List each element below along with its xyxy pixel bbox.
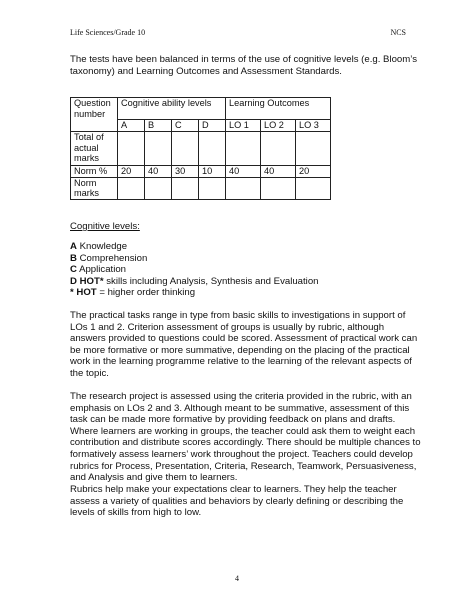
list-item [70, 241, 422, 253]
table-cell [172, 132, 199, 166]
question-number-header: Question number [71, 98, 118, 132]
list-item [70, 276, 422, 288]
intro-paragraph: The tests have been balanced in terms of the use of cognitive levels (e.g. Bloom’s taxonomy) and Learning Outcomes and Assessment Standards. [70, 54, 417, 77]
level-text: = higher order thinking [96, 287, 196, 299]
table-cell [226, 132, 261, 166]
subheader-lo2: LO 2 [261, 120, 296, 132]
practical-tasks-paragraph: The practical tasks range in type from basic skills to investigations in support of LOs 1 and 2. Criterion assessment of groups is usually by rubric, although answers provided to questions could be scored. Assessment of practical work can be more formative or more summative, depending on the placing of the practical work in the learning programme relative to the learning of the relevant aspects of the topic. [70, 310, 418, 379]
table-cell [118, 177, 145, 199]
table-cell [261, 177, 296, 199]
level-key: A [70, 241, 77, 252]
list-item [70, 253, 422, 265]
table-cell [296, 132, 331, 166]
cognitive-levels-heading: Cognitive levels: [70, 221, 140, 232]
level-key: D HOT* [70, 275, 104, 287]
table-row [71, 132, 331, 166]
table-cell [118, 132, 145, 166]
level-key: * HOT [70, 287, 97, 299]
header-curriculum: NCS [390, 28, 406, 37]
research-project-paragraph: The research project is assessed using the criteria provided in the rubric, with an emphasis on LOs 2 and 3. Although meant to be summative, assessment of this task can be made more formative by providing feedback on plans and drafts. Where learners are working in groups, the teacher could ask them to weight each contribution and distribute scores accordingly. There should be multiple chances to formatively assess learners’ work throughout the project. Teachers could develop rubrics for Process, Presentation, Criteria, Research, Teamwork, Persuasiveness, and Analysis and give them to learners. [70, 391, 421, 484]
norm-percent-label: Norm % [71, 166, 118, 178]
level-text: Application [76, 264, 127, 276]
list-item [70, 287, 422, 299]
total-marks-label: Total of actual marks [71, 132, 118, 166]
cognitive-levels-list [70, 241, 422, 299]
header-subject: Life Sciences/Grade 10 [70, 28, 146, 37]
rubrics-paragraph: Rubrics help make your expectations clear to learners. They help the teacher assess a variety of qualities and behaviors by clearly defining or describing the levels of skills from high to low. [70, 484, 404, 519]
norm-percent-lo1: 40 [226, 166, 261, 178]
table-cell [261, 132, 296, 166]
subheader-a: A [118, 120, 145, 132]
table-cell [296, 177, 331, 199]
norm-percent-lo2: 40 [261, 166, 296, 178]
subheader-lo1: LO 1 [226, 120, 261, 132]
cognitive-levels-header: Cognitive ability levels [118, 98, 226, 120]
list-item [70, 264, 422, 276]
table-cell [199, 132, 226, 166]
table-cell [145, 132, 172, 166]
table-row [71, 177, 331, 199]
subheader-d: D [199, 120, 226, 132]
subheader-b: B [145, 120, 172, 132]
norm-percent-lo3: 20 [296, 166, 331, 178]
level-key: B [70, 252, 77, 264]
norm-percent-d: 10 [199, 166, 226, 178]
norm-percent-a: 20 [118, 166, 145, 178]
table-cell [145, 177, 172, 199]
table-cell [226, 177, 261, 199]
table-row [71, 166, 331, 178]
assessment-table [70, 97, 331, 200]
norm-percent-c: 30 [172, 166, 199, 178]
level-text: Knowledge [76, 241, 128, 252]
level-text: skills including Analysis, Synthesis and Evaluation [103, 275, 319, 287]
level-text: Comprehension [76, 252, 148, 264]
norm-marks-label: Norm marks [71, 177, 118, 199]
level-key: C [70, 264, 77, 276]
running-header [70, 28, 406, 37]
subheader-c: C [172, 120, 199, 132]
norm-percent-b: 40 [145, 166, 172, 178]
learning-outcomes-header: Learning Outcomes [226, 98, 331, 120]
table-cell [199, 177, 226, 199]
table-cell [172, 177, 199, 199]
subheader-lo3: LO 3 [296, 120, 331, 132]
page-number: 4 [235, 574, 239, 583]
